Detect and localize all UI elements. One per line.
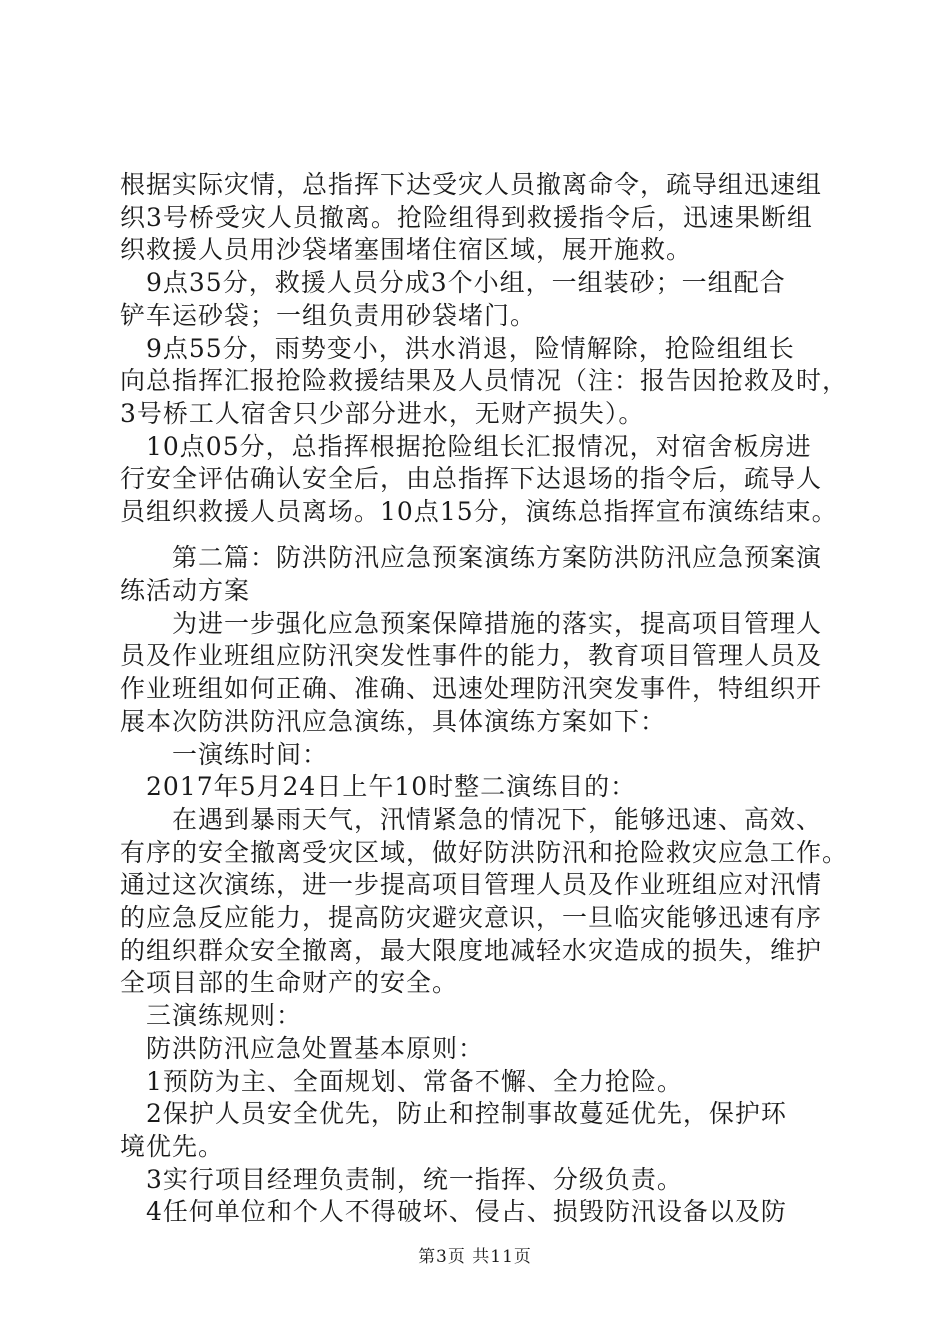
text-line: 为进一步强化应急预案保障措施的落实，提高项目管理人	[120, 609, 823, 638]
text-line: 员及作业班组应防汛突发性事件的能力，教育项目管理人员及	[120, 641, 823, 670]
text-line: 10点05分，总指挥根据抢险组长汇报情况，对宿舍板房进	[120, 432, 812, 461]
page-footer: 第3页 共11页	[418, 1247, 532, 1267]
text-line: 防洪防汛应急处置基本原则：	[120, 1034, 485, 1063]
text-line: 织3号桥受灾人员撤离。抢险组得到救援指令后，迅速果断组	[120, 203, 813, 232]
text-line: 展本次防洪防汛应急演练，具体演练方案如下：	[120, 707, 667, 736]
text-line: 织救援人员用沙袋堵塞围堵住宿区域，展开施救。	[120, 235, 693, 264]
text-line: 员组织救援人员离场。10点15分，演练总指挥宣布演练结束。	[120, 497, 838, 526]
text-line: 2017年5月24日上午10时整二演练目的：	[120, 772, 637, 801]
text-line: 2保护人员安全优先，防止和控制事故蔓延优先，保护环	[120, 1099, 787, 1128]
text-line: 根据实际灾情，总指挥下达受灾人员撤离命令，疏导组迅速组	[120, 170, 823, 199]
text-line: 作业班组如何正确、准确、迅速处理防汛突发事件，特组织开	[120, 674, 823, 703]
text-line: 向总指挥汇报抢险救援结果及人员情况（注：报告因抢救及时，	[120, 366, 849, 395]
text-line: 全项目部的生命财产的安全。	[120, 968, 459, 997]
section-heading: 练活动方案	[120, 576, 251, 605]
text-line: 的应急反应能力，提高防灾避灾意识，一旦临灾能够迅速有序	[120, 903, 823, 932]
section-heading: 第二篇：防洪防汛应急预案演练方案防洪防汛应急预案演	[120, 543, 823, 572]
text-line: 一演练时间：	[120, 740, 329, 769]
text-line: 1预防为主、全面规划、常备不懈、全力抢险。	[120, 1067, 683, 1096]
text-line: 9点55分，雨势变小，洪水消退，险情解除，抢险组组长	[120, 334, 795, 363]
text-line: 9点35分，救援人员分成3个小组，一组装砂；一组配合	[120, 268, 786, 297]
text-line: 行安全评估确认安全后，由总指挥下达退场的指令后，疏导人	[120, 464, 823, 493]
text-line: 的组织群众安全撤离，最大限度地减轻水灾造成的损失，维护	[120, 936, 823, 965]
text-line: 3号桥工人宿舍只少部分进水，无财产损失）。	[120, 399, 645, 428]
text-line: 三演练规则：	[120, 1001, 303, 1030]
text-line: 在遇到暴雨天气，汛情紧急的情况下，能够迅速、高效、	[120, 805, 823, 834]
text-line: 有序的安全撤离受灾区域，做好防洪防汛和抢险救灾应急工作。	[120, 838, 849, 867]
text-line: 通过这次演练，进一步提高项目管理人员及作业班组应对汛情	[120, 870, 823, 899]
text-line: 4任何单位和个人不得破坏、侵占、损毁防汛设备以及防	[120, 1197, 787, 1226]
text-line: 境优先。	[120, 1132, 225, 1161]
text-line: 3实行项目经理负责制，统一指挥、分级负责。	[120, 1165, 683, 1194]
text-line: 铲车运砂袋；一组负责用砂袋堵门。	[120, 301, 537, 330]
